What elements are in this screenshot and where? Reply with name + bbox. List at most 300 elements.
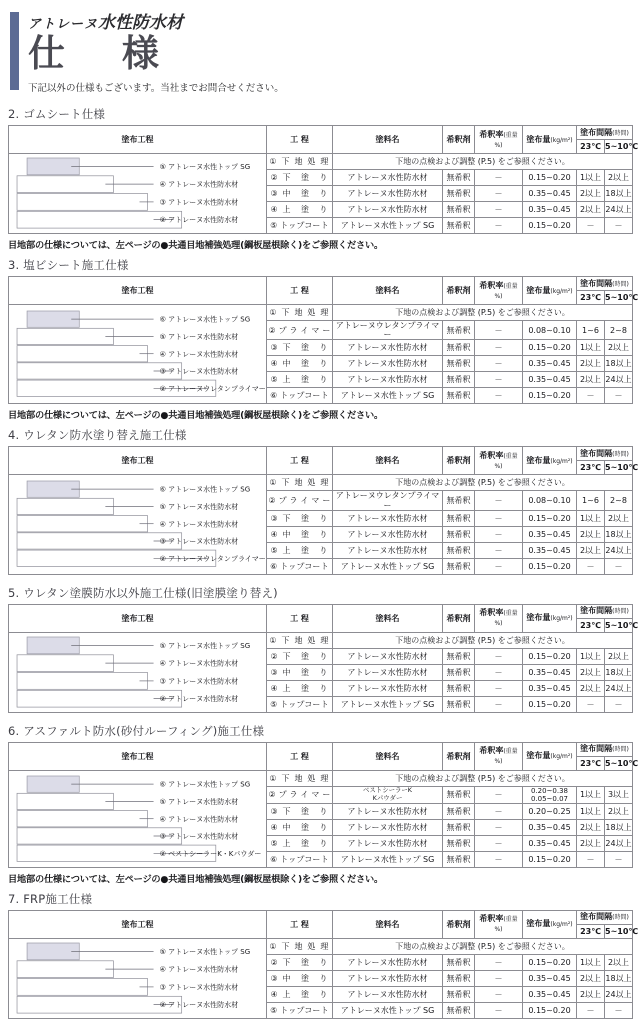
ratio-value: － — [475, 558, 523, 574]
thinner-value: 無希釈 — [443, 696, 475, 712]
thinner-value: 無希釈 — [443, 388, 475, 404]
paint-name: アトレーヌウレタンプライマー — [333, 321, 443, 340]
paint-name: アトレーヌ水性防水材 — [333, 526, 443, 542]
thinner-value: 無希釈 — [443, 786, 475, 803]
thinner-value: 無希釈 — [443, 526, 475, 542]
svg-text:④ アトレーヌ水性防水材: ④ アトレーヌ水性防水材 — [159, 658, 239, 668]
header-amount: 塗布量(kg/m²) — [523, 277, 577, 305]
thinner-value: 無希釈 — [443, 648, 475, 664]
amount-value: 0.15~0.20 — [523, 648, 577, 664]
header-paint-name: 塗料名 — [333, 277, 443, 305]
section-heading: 3. 塩ビシート施工仕様 — [8, 258, 129, 272]
thinner-value: 無希釈 — [443, 558, 475, 574]
step-label: ④ 上 塗 り — [267, 680, 333, 696]
step-label: ② 下 塗 り — [267, 648, 333, 664]
amount-value: 0.15~0.20 — [523, 558, 577, 574]
header-thinner: 希釈剤 — [443, 277, 475, 305]
step-label: ⑥ トップコート — [267, 558, 333, 574]
interval-5-10: － — [605, 696, 633, 712]
amount-value: 0.15~0.20 — [523, 388, 577, 404]
amount-value: 0.35~0.45 — [523, 819, 577, 835]
paint-name: アトレーヌ水性防水材 — [333, 356, 443, 372]
header-step: 工 程 — [267, 277, 333, 305]
header-step: 工 程 — [267, 910, 333, 938]
interval-5-10: 24以上 — [605, 542, 633, 558]
interval-23: 1以上 — [577, 340, 605, 356]
interval-5-10: － — [605, 851, 633, 867]
thinner-value: 無希釈 — [443, 356, 475, 372]
header-ratio: 希釈率(重量 %) — [475, 742, 523, 770]
svg-text:③ アトレーヌ水性防水材: ③ アトレーヌ水性防水材 — [159, 197, 239, 207]
header-paint-name: 塗料名 — [333, 126, 443, 154]
svg-text:② アトレーヌウレタンプライマー: ② アトレーヌウレタンプライマー — [159, 383, 266, 393]
header-paint-name: 塗料名 — [333, 742, 443, 770]
page-header — [0, 0, 640, 104]
page-subtitle: 下記以外の仕様もございます。当社までお問合せください。 — [28, 82, 284, 94]
svg-text:④ アトレーヌ水性防水材: ④ アトレーヌ水性防水材 — [159, 179, 239, 189]
header-ratio: 希釈率(重量 %) — [475, 604, 523, 632]
paint-name: アトレーヌ水性防水材 — [333, 954, 443, 970]
header-temp-5-10: 5~10℃ — [605, 140, 633, 154]
interval-23: 2以上 — [577, 970, 605, 986]
header-temp-5-10: 5~10℃ — [605, 756, 633, 770]
header-temp-5-10: 5~10℃ — [605, 618, 633, 632]
step-label: ③ 下 塗 り — [267, 340, 333, 356]
ratio-value: － — [475, 696, 523, 712]
thinner-value: 無希釈 — [443, 218, 475, 234]
substrate-note: 下地の点検および調整 (P.5) をご参照ください。 — [333, 305, 633, 321]
spec-section — [0, 427, 640, 582]
ratio-value: － — [475, 664, 523, 680]
interval-5-10: 24以上 — [605, 680, 633, 696]
table-row — [9, 632, 633, 648]
interval-5-10: 2以上 — [605, 648, 633, 664]
interval-23: 2以上 — [577, 186, 605, 202]
interval-5-10: － — [605, 558, 633, 574]
interval-5-10: 24以上 — [605, 835, 633, 851]
amount-value: 0.15~0.20 — [523, 851, 577, 867]
thinner-value: 無希釈 — [443, 491, 475, 510]
step-label: ③ 下 塗 り — [267, 510, 333, 526]
interval-23: － — [577, 851, 605, 867]
table-row — [9, 154, 633, 170]
section-footnote: 目地部の仕様については、左ページの●共通目地補強処理(鋼板屋根除く)をご参照ください。 — [8, 410, 383, 422]
page-title: 仕 様 — [28, 31, 181, 75]
interval-5-10: 2~8 — [605, 321, 633, 340]
spec-section — [0, 585, 640, 721]
ratio-value: － — [475, 356, 523, 372]
ratio-value: － — [475, 526, 523, 542]
svg-text:④ アトレーヌ水性防水材: ④ アトレーヌ水性防水材 — [159, 519, 239, 529]
sections-root — [0, 106, 640, 1027]
header-diagram: 塗布工程 — [9, 277, 267, 305]
ratio-value: － — [475, 835, 523, 851]
step-label: ② 下 塗 り — [267, 170, 333, 186]
ratio-value: － — [475, 170, 523, 186]
header-thinner: 希釈剤 — [443, 604, 475, 632]
svg-text:② アトレーヌウレタンプライマー: ② アトレーヌウレタンプライマー — [159, 554, 266, 564]
interval-5-10: 24以上 — [605, 986, 633, 1002]
table-row — [9, 938, 633, 954]
spec-section — [0, 723, 640, 885]
paint-name: アトレーヌ水性防水材 — [333, 680, 443, 696]
table-row — [9, 305, 633, 321]
thinner-value: 無希釈 — [443, 186, 475, 202]
svg-text:③ アトレーヌ水性防水材: ③ アトレーヌ水性防水材 — [159, 831, 239, 841]
header-diagram: 塗布工程 — [9, 910, 267, 938]
header-step: 工 程 — [267, 126, 333, 154]
ratio-value: － — [475, 786, 523, 803]
paint-name: アトレーヌ水性トップ SG — [333, 1002, 443, 1018]
header-temp-5-10: 5~10℃ — [605, 461, 633, 475]
svg-text:⑥ アトレーヌ水性トップ SG: ⑥ アトレーヌ水性トップ SG — [159, 314, 251, 324]
ratio-value: － — [475, 491, 523, 510]
interval-23: 1以上 — [577, 803, 605, 819]
interval-23: 1以上 — [577, 170, 605, 186]
interval-23: 2以上 — [577, 680, 605, 696]
layer-diagram — [9, 938, 267, 1018]
section-heading: 2. ゴムシート仕様 — [8, 107, 106, 121]
interval-23: 1以上 — [577, 786, 605, 803]
layer-diagram — [9, 770, 267, 867]
ratio-value: － — [475, 321, 523, 340]
paint-name: アトレーヌ水性防水材 — [333, 202, 443, 218]
header-step: 工 程 — [267, 447, 333, 475]
ratio-value: － — [475, 340, 523, 356]
header-thinner: 希釈剤 — [443, 447, 475, 475]
svg-text:② アトレーヌ水性防水材: ② アトレーヌ水性防水材 — [159, 215, 239, 225]
section-spacer — [8, 1019, 632, 1027]
header-temp-23: 23℃ — [577, 756, 605, 770]
step-label: ③ 中 塗 り — [267, 970, 333, 986]
svg-text:④ アトレーヌ水性防水材: ④ アトレーヌ水性防水材 — [159, 964, 239, 974]
step-label: ④ 中 塗 り — [267, 526, 333, 542]
header-thinner: 希釈剤 — [443, 910, 475, 938]
header-interval: 塗布間隔(時間) — [577, 910, 633, 924]
step-label: ④ 中 塗 り — [267, 819, 333, 835]
interval-23: 2以上 — [577, 356, 605, 372]
substrate-note: 下地の点検および調整 (P.5) をご参照ください。 — [333, 475, 633, 491]
layer-diagram — [9, 475, 267, 574]
header-thinner: 希釈剤 — [443, 126, 475, 154]
paint-name: ベストシーラーK Kパウダー — [333, 786, 443, 803]
paint-name: アトレーヌ水性トップ SG — [333, 851, 443, 867]
interval-5-10: 24以上 — [605, 202, 633, 218]
thinner-value: 無希釈 — [443, 680, 475, 696]
paint-name: アトレーヌ水性防水材 — [333, 510, 443, 526]
header-paint-name: 塗料名 — [333, 447, 443, 475]
amount-value: 0.15~0.20 — [523, 170, 577, 186]
step-label: ⑤ 上 塗 り — [267, 372, 333, 388]
svg-text:⑤ アトレーヌ水性トップ SG: ⑤ アトレーヌ水性トップ SG — [159, 640, 251, 650]
ratio-value: － — [475, 954, 523, 970]
interval-23: 1~6 — [577, 491, 605, 510]
step-label: ⑤ トップコート — [267, 1002, 333, 1018]
header-amount: 塗布量(kg/m²) — [523, 910, 577, 938]
amount-value: 0.20~0.25 — [523, 803, 577, 819]
interval-23: 1~6 — [577, 321, 605, 340]
header-thinner: 希釈剤 — [443, 742, 475, 770]
interval-5-10: 18以上 — [605, 664, 633, 680]
interval-23: 1以上 — [577, 954, 605, 970]
table-row — [9, 475, 633, 491]
ratio-value: － — [475, 819, 523, 835]
section-footnote: 目地部の仕様については、左ページの●共通目地補強処理(鋼板屋根除く)をご参照ください。 — [8, 873, 383, 885]
paint-name: アトレーヌ水性防水材 — [333, 186, 443, 202]
amount-value: 0.15~0.20 — [523, 954, 577, 970]
svg-text:⑤ アトレーヌ水性防水材: ⑤ アトレーヌ水性防水材 — [159, 331, 239, 341]
svg-text:⑤ アトレーヌ水性防水材: ⑤ アトレーヌ水性防水材 — [159, 502, 239, 512]
step-label: ③ 中 塗 り — [267, 664, 333, 680]
substrate-note: 下地の点検および調整 (P.5) をご参照ください。 — [333, 632, 633, 648]
header-ratio: 希釈率(重量 %) — [475, 910, 523, 938]
header-temp-23: 23℃ — [577, 924, 605, 938]
header-amount: 塗布量(kg/m²) — [523, 604, 577, 632]
paint-name: アトレーヌ水性トップ SG — [333, 388, 443, 404]
brand-main: 水性防水材 — [98, 13, 184, 33]
header-paint-name: 塗料名 — [333, 604, 443, 632]
step-label: ⑥ トップコート — [267, 851, 333, 867]
step-label: ② プ ラ イ マ ー — [267, 786, 333, 803]
thinner-value: 無希釈 — [443, 664, 475, 680]
step-label: ① 下 地 処 理 — [267, 632, 333, 648]
step-label: ⑥ トップコート — [267, 388, 333, 404]
amount-value: 0.35~0.45 — [523, 526, 577, 542]
interval-23: 2以上 — [577, 526, 605, 542]
header-interval: 塗布間隔(時間) — [577, 126, 633, 140]
header-temp-5-10: 5~10℃ — [605, 291, 633, 305]
section-heading: 4. ウレタン防水塗り替え施工仕様 — [8, 428, 187, 443]
spec-table — [8, 125, 639, 234]
thinner-value: 無希釈 — [443, 170, 475, 186]
amount-value: 0.08~0.10 — [523, 491, 577, 510]
paint-name: アトレーヌ水性防水材 — [333, 648, 443, 664]
thinner-value: 無希釈 — [443, 986, 475, 1002]
step-label: ② プ ラ イ マ ー — [267, 321, 333, 340]
ratio-value: － — [475, 372, 523, 388]
ratio-value: － — [475, 186, 523, 202]
ratio-value: － — [475, 680, 523, 696]
ratio-value: － — [475, 970, 523, 986]
amount-value: 0.35~0.45 — [523, 186, 577, 202]
ratio-value: － — [475, 803, 523, 819]
svg-text:⑥ アトレーヌ水性トップ SG: ⑥ アトレーヌ水性トップ SG — [159, 485, 251, 495]
section-spacer — [8, 713, 632, 721]
interval-5-10: － — [605, 388, 633, 404]
thinner-value: 無希釈 — [443, 970, 475, 986]
thinner-value: 無希釈 — [443, 851, 475, 867]
header-interval: 塗布間隔(時間) — [577, 447, 633, 461]
paint-name: アトレーヌ水性防水材 — [333, 819, 443, 835]
ratio-value: － — [475, 1002, 523, 1018]
paint-name: アトレーヌ水性トップ SG — [333, 696, 443, 712]
amount-value: 0.15~0.20 — [523, 696, 577, 712]
step-label: ③ 中 塗 り — [267, 186, 333, 202]
spec-section — [0, 257, 640, 421]
header-ratio: 希釈率(重量 %) — [475, 447, 523, 475]
header-diagram: 塗布工程 — [9, 604, 267, 632]
ratio-value: － — [475, 202, 523, 218]
paint-name: アトレーヌ水性防水材 — [333, 835, 443, 851]
interval-5-10: 2以上 — [605, 803, 633, 819]
svg-text:⑥ アトレーヌ水性トップ SG: ⑥ アトレーヌ水性トップ SG — [159, 779, 251, 789]
header-temp-23: 23℃ — [577, 618, 605, 632]
interval-23: － — [577, 696, 605, 712]
thinner-value: 無希釈 — [443, 835, 475, 851]
interval-23: － — [577, 388, 605, 404]
header-step: 工 程 — [267, 742, 333, 770]
paint-name: アトレーヌ水性トップ SG — [333, 558, 443, 574]
thinner-value: 無希釈 — [443, 819, 475, 835]
interval-5-10: － — [605, 1002, 633, 1018]
spec-table — [8, 446, 639, 574]
amount-value: 0.15~0.20 — [523, 218, 577, 234]
interval-5-10: 2以上 — [605, 340, 633, 356]
amount-value: 0.35~0.45 — [523, 680, 577, 696]
paint-name: アトレーヌウレタンプライマー — [333, 491, 443, 510]
header-temp-23: 23℃ — [577, 291, 605, 305]
svg-text:⑤ アトレーヌ水性トップ SG: ⑤ アトレーヌ水性トップ SG — [159, 946, 251, 956]
paint-name: アトレーヌ水性防水材 — [333, 372, 443, 388]
section-spacer — [8, 575, 632, 583]
amount-value: 0.08~0.10 — [523, 321, 577, 340]
header-diagram: 塗布工程 — [9, 447, 267, 475]
substrate-note: 下地の点検および調整 (P.5) をご参照ください。 — [333, 938, 633, 954]
spec-table — [8, 910, 639, 1019]
step-label: ① 下 地 処 理 — [267, 305, 333, 321]
step-label: ④ 上 塗 り — [267, 202, 333, 218]
spec-table — [8, 742, 639, 868]
header-amount: 塗布量(kg/m²) — [523, 126, 577, 154]
svg-text:⑤ アトレーヌ水性防水材: ⑤ アトレーヌ水性防水材 — [159, 796, 239, 806]
section-heading: 5. ウレタン塗膜防水以外施工仕様(旧塗膜塗り替え) — [8, 585, 278, 600]
svg-text:③ アトレーヌ水性防水材: ③ アトレーヌ水性防水材 — [159, 366, 239, 376]
interval-5-10: 2~8 — [605, 491, 633, 510]
step-label: ① 下 地 処 理 — [267, 154, 333, 170]
thinner-value: 無希釈 — [443, 321, 475, 340]
amount-value: 0.15~0.20 — [523, 1002, 577, 1018]
paint-name: アトレーヌ水性防水材 — [333, 340, 443, 356]
interval-23: － — [577, 558, 605, 574]
interval-5-10: 3以上 — [605, 786, 633, 803]
substrate-note: 下地の点検および調整 (P.5) をご参照ください。 — [333, 154, 633, 170]
interval-5-10: 18以上 — [605, 526, 633, 542]
header-ratio: 希釈率(重量 %) — [475, 126, 523, 154]
header-temp-23: 23℃ — [577, 461, 605, 475]
substrate-note: 下地の点検および調整 (P.5) をご参照ください。 — [333, 770, 633, 786]
interval-23: 1以上 — [577, 648, 605, 664]
svg-text:③ アトレーヌ水性防水材: ③ アトレーヌ水性防水材 — [159, 676, 239, 686]
header-interval: 塗布間隔(時間) — [577, 742, 633, 756]
interval-5-10: 24以上 — [605, 372, 633, 388]
amount-value: 0.20~0.38 0.05~0.07 — [523, 786, 577, 803]
amount-value: 0.35~0.45 — [523, 372, 577, 388]
ratio-value: － — [475, 388, 523, 404]
header-interval: 塗布間隔(時間) — [577, 277, 633, 291]
interval-5-10: 18以上 — [605, 356, 633, 372]
svg-text:③ アトレーヌ水性防水材: ③ アトレーヌ水性防水材 — [159, 536, 239, 546]
spec-section — [0, 891, 640, 1027]
accent-bar — [10, 12, 19, 90]
paint-name: アトレーヌ水性防水材 — [333, 170, 443, 186]
header-diagram: 塗布工程 — [9, 126, 267, 154]
interval-5-10: － — [605, 218, 633, 234]
thinner-value: 無希釈 — [443, 510, 475, 526]
step-label: ③ 下 塗 り — [267, 803, 333, 819]
paint-name: アトレーヌ水性トップ SG — [333, 218, 443, 234]
header-paint-name: 塗料名 — [333, 910, 443, 938]
spec-section — [0, 106, 640, 251]
section-heading: 7. FRP施工仕様 — [8, 891, 93, 906]
interval-5-10: 18以上 — [605, 819, 633, 835]
svg-text:② アトレーヌ水性防水材: ② アトレーヌ水性防水材 — [159, 693, 239, 703]
interval-23: 2以上 — [577, 819, 605, 835]
svg-text:② アトレーヌ水性防水材: ② アトレーヌ水性防水材 — [159, 1000, 239, 1010]
interval-23: 2以上 — [577, 835, 605, 851]
thinner-value: 無希釈 — [443, 803, 475, 819]
thinner-value: 無希釈 — [443, 954, 475, 970]
svg-text:③ アトレーヌ水性防水材: ③ アトレーヌ水性防水材 — [159, 982, 239, 992]
table-row — [9, 770, 633, 786]
layer-diagram — [9, 632, 267, 712]
interval-23: 2以上 — [577, 986, 605, 1002]
interval-5-10: 2以上 — [605, 170, 633, 186]
ratio-value: － — [475, 851, 523, 867]
svg-text:④ アトレーヌ水性防水材: ④ アトレーヌ水性防水材 — [159, 813, 239, 823]
header-amount: 塗布量(kg/m²) — [523, 742, 577, 770]
interval-5-10: 18以上 — [605, 186, 633, 202]
step-label: ⑤ 上 塗 り — [267, 835, 333, 851]
thinner-value: 無希釈 — [443, 372, 475, 388]
interval-5-10: 18以上 — [605, 970, 633, 986]
ratio-value: － — [475, 648, 523, 664]
interval-5-10: 2以上 — [605, 510, 633, 526]
header-amount: 塗布量(kg/m²) — [523, 447, 577, 475]
svg-text:② ベストシーラーK・Kパウダー: ② ベストシーラーK・Kパウダー — [159, 848, 262, 858]
amount-value: 0.35~0.45 — [523, 202, 577, 218]
thinner-value: 無希釈 — [443, 1002, 475, 1018]
thinner-value: 無希釈 — [443, 202, 475, 218]
paint-name: アトレーヌ水性防水材 — [333, 986, 443, 1002]
interval-23: － — [577, 1002, 605, 1018]
header-step: 工 程 — [267, 604, 333, 632]
step-label: ② 下 塗 り — [267, 954, 333, 970]
amount-value: 0.35~0.45 — [523, 835, 577, 851]
section-heading: 6. アスファルト防水(砂付ルーフィング)施工仕様 — [8, 723, 265, 738]
svg-text:⑤ アトレーヌ水性トップ SG: ⑤ アトレーヌ水性トップ SG — [159, 162, 251, 171]
layer-diagram — [9, 154, 267, 234]
header-temp-5-10: 5~10℃ — [605, 924, 633, 938]
spec-table — [8, 276, 639, 404]
paint-name: アトレーヌ水性防水材 — [333, 542, 443, 558]
step-label: ④ 上 塗 り — [267, 986, 333, 1002]
header-interval: 塗布間隔(時間) — [577, 604, 633, 618]
amount-value: 0.15~0.20 — [523, 340, 577, 356]
amount-value: 0.35~0.45 — [523, 356, 577, 372]
interval-23: － — [577, 218, 605, 234]
amount-value: 0.35~0.45 — [523, 664, 577, 680]
paint-name: アトレーヌ水性防水材 — [333, 803, 443, 819]
interval-23: 1以上 — [577, 510, 605, 526]
header-diagram: 塗布工程 — [9, 742, 267, 770]
interval-23: 2以上 — [577, 372, 605, 388]
ratio-value: － — [475, 986, 523, 1002]
interval-23: 2以上 — [577, 664, 605, 680]
paint-name: アトレーヌ水性防水材 — [333, 970, 443, 986]
amount-value: 0.35~0.45 — [523, 542, 577, 558]
layer-diagram — [9, 305, 267, 404]
step-label: ① 下 地 処 理 — [267, 938, 333, 954]
